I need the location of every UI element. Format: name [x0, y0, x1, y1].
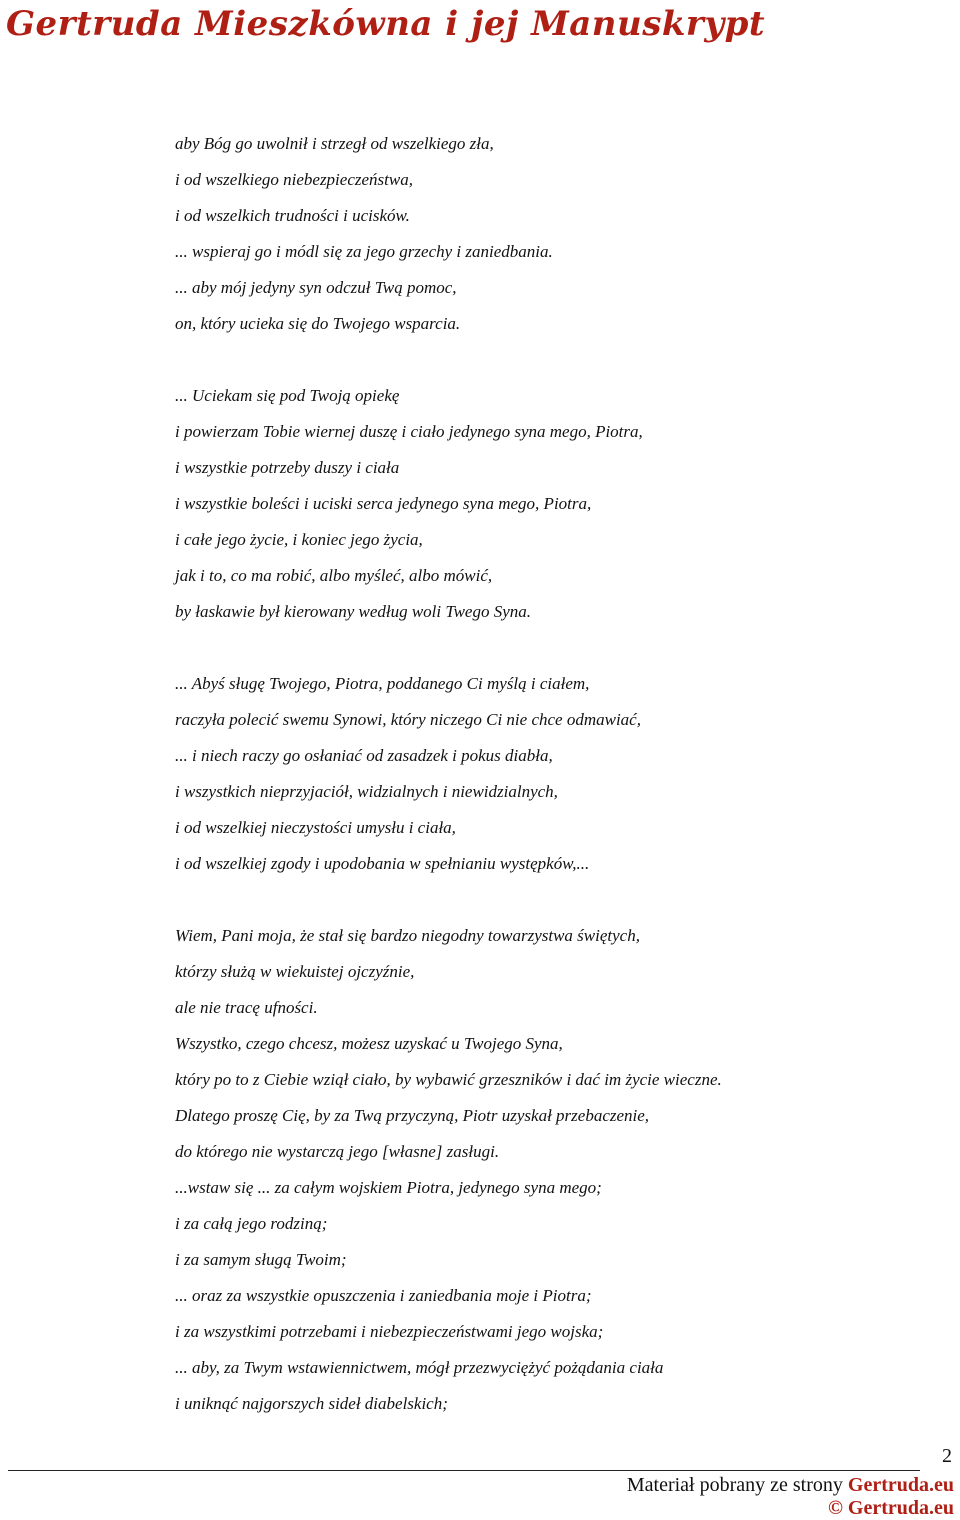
text-line: ... Abyś sługę Twojego, Piotra, poddanego Ci myślą i ciałem, — [175, 674, 590, 693]
text-line: raczyła polecić swemu Synowi, który niczego Ci nie chce odmawiać, — [175, 710, 641, 729]
text-line: i za samym sługą Twoim; — [175, 1250, 347, 1269]
text-line: i powierzam Tobie wiernej duszę i ciało jedynego syna mego, Piotra, — [175, 422, 643, 441]
stanza-gap — [175, 882, 915, 918]
text-line: i za całą jego rodziną; — [175, 1214, 328, 1233]
text-line: i od wszelkich trudności i ucisków. — [175, 206, 410, 225]
text-line: ... Uciekam się pod Twoją opiekę — [175, 386, 400, 405]
text-line: który po to z Ciebie wziął ciało, by wybawić grzeszników i dać im życie wieczne. — [175, 1070, 722, 1089]
text-line: Wszystko, czego chcesz, możesz uzyskać u Twojego Syna, — [175, 1034, 563, 1053]
text-line: ... oraz za wszystkie opuszczenia i zaniedbania moje i Piotra; — [175, 1286, 592, 1305]
text-line: i uniknąć najgorszych sideł diabelskich; — [175, 1394, 448, 1413]
footer-divider — [8, 1470, 920, 1471]
text-line: ale nie tracę ufności. — [175, 998, 318, 1017]
text-line: Dlatego proszę Cię, by za Twą przyczyną, Piotr uzyskał przebaczenie, — [175, 1106, 650, 1125]
text-line: aby Bóg go uwolnił i strzegł od wszelkiego zła, — [175, 134, 494, 153]
text-line: ...wstaw się ... za całym wojskiem Piotra, jedynego syna mego; — [175, 1178, 602, 1197]
page-title: Gertruda Mieszkówna i jej Manuskrypt — [6, 4, 766, 44]
text-line: i od wszelkiego niebezpieczeństwa, — [175, 170, 413, 189]
stanza-gap — [175, 342, 915, 378]
text-line: ... aby mój jedyny syn odczuł Twą pomoc, — [175, 278, 457, 297]
document-body — [175, 126, 915, 1422]
text-line: do którego nie wystarczą jego [własne] zasługi. — [175, 1142, 500, 1161]
stanza-gap — [175, 630, 915, 666]
stanza-4 — [175, 918, 915, 1422]
text-line: i od wszelkiej zgody i upodobania w spełnianiu występków,... — [175, 854, 590, 873]
stanza-1 — [175, 126, 915, 342]
text-line: i wszystkie boleści i uciski serca jedynego syna mego, Piotra, — [175, 494, 592, 513]
stanza-3 — [175, 666, 915, 882]
stanza-2 — [175, 378, 915, 630]
text-line: Wiem, Pani moja, że stał się bardzo niegodny towarzystwa świętych, — [175, 926, 640, 945]
text-line: którzy służą w wiekuistej ojczyźnie, — [175, 962, 415, 981]
text-line: ... i niech raczy go osłaniać od zasadzek i pokus diabła, — [175, 746, 553, 765]
text-line: i całe jego życie, i koniec jego życia, — [175, 530, 423, 549]
page-number: 2 — [942, 1445, 952, 1467]
text-line: ... wspieraj go i módl się za jego grzechy i zaniedbania. — [175, 242, 553, 261]
footer-source — [627, 1474, 954, 1497]
footer-copyright: © Gertruda.eu — [827, 1497, 954, 1519]
text-line: on, który ucieka się do Twojego wsparcia. — [175, 314, 461, 333]
text-line: i wszystkie potrzeby duszy i ciała — [175, 458, 400, 477]
footer-source-link[interactable]: Gertruda.eu — [847, 1474, 954, 1496]
text-line: i za wszystkimi potrzebami i niebezpieczeństwami jego wojska; — [175, 1322, 604, 1341]
text-line: by łaskawie był kierowany według woli Twego Syna. — [175, 602, 532, 621]
text-line: ... aby, za Twym wstawiennictwem, mógł przezwyciężyć pożądania ciała — [175, 1358, 664, 1377]
text-line: i od wszelkiej nieczystości umysłu i ciała, — [175, 818, 456, 837]
text-line: jak i to, co ma robić, albo myśleć, albo mówić, — [175, 566, 493, 585]
footer-source-label: Materiał pobrany ze strony — [626, 1474, 848, 1496]
text-line: i wszystkich nieprzyjaciół, widzialnych i niewidzialnych, — [175, 782, 558, 801]
